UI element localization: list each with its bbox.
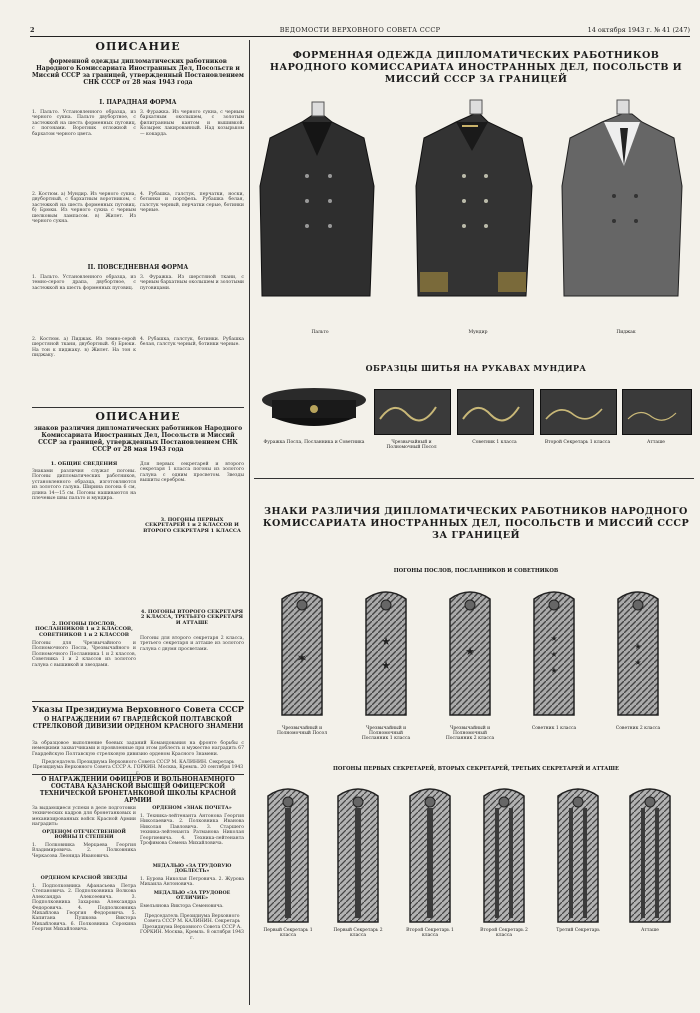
- section-rule-right: [254, 478, 694, 479]
- sleeves-title: ОБРАЗЦЫ ШИТЬЯ НА РУКАВАХ МУНДИРА: [365, 363, 587, 373]
- desc1-text-a1: 1. Пальто. Установленного образца, из черного сукна. Пальто двубортное, с застежкой на шесть форменных пуговиц, с погонами. Воротник отложной с бархатом черного цвета.: [32, 110, 136, 137]
- row1-title: ПОГОНЫ ПОСЛОВ, ПОСЛАННИКОВ И СОВЕТНИКОВ: [393, 568, 559, 574]
- ukaz2-signature: Председатель Президиума Верховного Совета СССР М. КАЛИНИН. Секретарь Президиума Верховного Совета СССР А. ГОРКИН. Москва, Кремль. 8 октября 1943 г.: [140, 914, 244, 941]
- section-rule: [32, 407, 244, 408]
- ep-label-4: Советник 1 класса: [531, 726, 577, 731]
- ep-label-3: Чрезвычайный и Полномочный Посланник 2 класса: [445, 726, 495, 741]
- jacket-figure: [562, 100, 682, 296]
- sleeve-label-counsellor: Советник 1 класса: [472, 440, 517, 445]
- svg-text:★: ★: [550, 666, 558, 675]
- desc2-body-a: Знаками различия служат погоны. Погоны дипломатических работников, установленного образца, изготовляются из золотого галуна. Ширина погона 6 см, длина 14—15 см. Погоны нашиваются на плечевые швы пальто и мундира.: [32, 469, 136, 502]
- desc1-section-everyday: II. ПОВСЕДНЕВНАЯ ФОРМА: [87, 264, 189, 271]
- order-patriotic-war: ОРДЕНОМ ОТЕЧЕСТВЕННОЙ ВОЙНЫ II СТЕПЕНИ: [42, 829, 126, 841]
- sleeve-embroidery: [374, 389, 690, 433]
- desc1-text-a3: 1. Пальто. Установленного образца, из темно-серого драпа, двубортное, с застежкой на шесть форменных пуговиц.: [32, 275, 136, 291]
- page-number: 2: [30, 26, 35, 34]
- sleeve-label-ambassador: Чрезвычайный и Полномочный Посол: [386, 440, 437, 450]
- medal-labor-distinction-list: Емельянова Виктора Семеновича.: [140, 904, 224, 909]
- ep-label-2: Чрезвычайный и Полномочный Посланник 1 класса: [361, 726, 411, 741]
- ukaz2-body: За выдающиеся успехи в деле подготовки технических кадров для бронетанковых и механизированных войск Красной Армии наградить:: [32, 806, 136, 828]
- desc2-s3: 3. ПОГОНЫ ПЕРВЫХ СЕКРЕТАРЕЙ 1 и 2 КЛАССОВ И ВТОРОГО СЕКРЕТАРЯ 1 КЛАССА: [143, 517, 241, 534]
- svg-text:✶: ✶: [296, 651, 308, 667]
- desc1-text-a2: 2. Костюм. а) Мундир. Из черного сукна, двубортный, с бархатным воротником, с застежкой на шесть форменных пуговиц. б) Брюки. Из черного сукна с черным шелковым лампасом. в) Жилет. Из черного сукна.: [32, 192, 136, 225]
- medal-labor-valor: МЕДАЛЬЮ «ЗА ТРУДОВУЮ ДОБЛЕСТЬ»: [152, 863, 232, 875]
- medal-labor-distinction: МЕДАЛЬЮ «ЗА ТРУДОВОЕ ОТЛИЧИЕ»: [153, 890, 231, 902]
- ukaz1-body: За образцовое выполнение боевых заданий Командования на фронте борьбы с немецкими захватчиками и проявленные при этом доблесть и мужество наградить 67 Гвардейскую Полтавскую стрелковую дивизию орденом Красного Знамени.: [32, 741, 244, 757]
- desc1-heading: ОПИСАНИЕ: [95, 40, 181, 53]
- insignia-title: ЗНАКИ РАЗЛИЧИЯ ДИПЛОМАТИЧЕСКИХ РАБОТНИКОВ НАРОДНОГО КОМИССАРИАТА ИНОСТРАННЫХ ДЕЛ, ПОСОЛЬСТВ И МИССИЙ СССР ЗА ГРАНИЦЕЙ: [262, 506, 690, 541]
- ep2-label-2: Первый Секретарь 2 класса: [333, 928, 383, 938]
- svg-text:★: ★: [381, 659, 391, 672]
- medal-labor-valor-list: 1. Бурова Николая Петровича. 2. Журова Михаила Антоновича.: [140, 877, 244, 888]
- mundir-figure: [416, 100, 532, 296]
- desc2-body-c: Для первых секретарей и второго секретаря 1 класса погоны из золотого галуна с одним просветом. Звезды вышиты серебром.: [140, 462, 244, 484]
- desc1-text-b1: 3. Фуражка. Из черного сукна, с черным бархатным околышем, с золотым филигранным кантом и вышивкой. Козырек лакированный. Над козырьком — кокарда.: [140, 110, 244, 137]
- coat-label-jacket: Пиджак: [616, 330, 636, 335]
- svg-text:★: ★: [634, 642, 642, 651]
- desc1-heading-block: [32, 40, 244, 58]
- coat-label-overcoat: Пальто: [311, 330, 329, 335]
- epaulette-second-secretary-1: [410, 789, 450, 922]
- desc1-text-a4: 2. Костюм. а) Пиджак. Из темно-серой шерстяной ткани, двубортный. б) Брюки. На тон к пиджаку. в) Жилет. На тон к пиджаку.: [32, 337, 136, 359]
- desc1-text-b2: 4. Рубашка, галстук, перчатки, носки, ботинки и портфель. Рубашка белая, галстук черный, перчатки серые, ботинки черные.: [140, 192, 244, 214]
- desc2-s2: 2. ПОГОНЫ ПОСЛОВ, ПОСЛАННИКОВ 1 и 2 КЛАССОВ, СОВЕТНИКОВ 1 и 2 КЛАССОВ: [35, 621, 133, 638]
- ukaz2-title: О НАГРАЖДЕНИИ ОФИЦЕРОВ И ВОЛЬНОНАЕМНОГО СОСТАВА КАЗАНСКОЙ ВЫСШЕЙ ОФИЦЕРСКОЙ ТЕХНИЧЕСКОЙ БРОНЕТАНКОВОЙ ШКОЛЫ КРАСНОЙ АРМИИ: [39, 776, 237, 804]
- svg-text:★: ★: [634, 658, 642, 667]
- uniforms-title: ФОРМЕННАЯ ОДЕЖДА ДИПЛОМАТИЧЕСКИХ РАБОТНИКОВ НАРОДНОГО КОМИССАРИАТА ИНОСТРАННЫХ ДЕЛ, ПОСОЛЬСТВ И МИССИЙ СССР ЗА ГРАНИЦЕЙ: [269, 50, 683, 85]
- order-red-star-list: 1. Подполковника Афанасьева Петра Степановича. 2. Подполковника Волкова Александра Алексеевича. 3. Подполковника Захарова Александра Федоровича. 4. Подполковника Михайлова Георгия Федоровича. 5. Капитана Пушкова Виктора Михайловича. 6. Полковника Сорокина Георгия Михайловича.: [32, 884, 136, 933]
- issue-date: 14 октября 1943 г. № 41 (247): [587, 26, 690, 34]
- desc2-body-b: Погоны для Чрезвычайного и Полномочного Посла, Чрезвычайного и Полномочного Посланника 1 и 2 классов, Советника 1 и 2 классов из золотого галуна с вышивкой и звездами.: [32, 641, 136, 668]
- ep2-label-6: Атташе: [641, 928, 659, 933]
- epaulette-attache: [630, 789, 670, 922]
- desc2-subtitle: знаков различия дипломатических работников Народного Комиссариата Иностранных Дел, Посольств и Миссий СССР за границей, утвержденных Постановлением СНК СССР от 28 мая 1943 года: [33, 425, 243, 453]
- newspaper-title: ВЕДОМОСТИ ВЕРХОВНОГО СОВЕТА СССР: [279, 26, 441, 34]
- desc2-heading: ОПИСАНИЕ: [95, 410, 181, 423]
- epaulette-envoy-1: [366, 592, 406, 715]
- desc1-text-b3: 3. Фуражка. Из шерстяной ткани, с черным бархатным околышем и золотыми пуговицами.: [140, 275, 244, 291]
- ukaz1-title: О НАГРАЖДЕНИИ 67 ГВАРДЕЙСКОЙ ПОЛТАВСКОЙ СТРЕЛКОВОЙ ДИВИЗИИ ОРДЕНОМ КРАСНОГО ЗНАМЕНИ: [32, 716, 244, 730]
- masthead: [30, 26, 690, 37]
- ep2-label-4: Второй Секретарь 2 класса: [480, 928, 528, 938]
- epaulette-counsellor-2: [618, 592, 658, 715]
- order-badge-honor: ОРДЕНОМ «ЗНАК ПОЧЕТА»: [152, 805, 232, 811]
- ep-label-5: Советник 2 класса: [615, 726, 661, 731]
- svg-text:★: ★: [381, 635, 391, 648]
- cap-illustration: [258, 386, 370, 436]
- desc2-s1: 1. ОБЩИЕ СВЕДЕНИЯ: [50, 461, 118, 467]
- epaulette-first-secretary-2: [338, 789, 378, 922]
- ukaz1-signature: Председатель Президиума Верховного Совета СССР М. КАЛИНИН. Секретарь Президиума Верховного Совета СССР А. ГОРКИН. Москва, Кремль. 20 сентября 1943: [32, 760, 244, 771]
- ep2-label-3: Второй Секретарь 1 класса: [406, 928, 454, 938]
- epaulette-ambassador: [282, 592, 322, 715]
- epaulette-second-secretary-2: [484, 789, 524, 922]
- row2-title: ПОГОНЫ ПЕРВЫХ СЕКРЕТАРЕЙ, ВТОРЫХ СЕКРЕТАРЕЙ, ТРЕТЬИХ СЕКРЕТАРЕЙ И АТТАШЕ: [333, 766, 619, 772]
- desc1-text-b4: 4. Рубашка, галстук, ботинки. Рубашка белая, галстук черный, ботинки черные.: [140, 337, 244, 348]
- svg-text:★: ★: [550, 650, 558, 659]
- overcoat-figure: [260, 102, 374, 296]
- epaulette-counsellor-1: [534, 592, 574, 715]
- sleeve-label-second-secretary: Второй Секретарь 1 класса: [544, 440, 611, 445]
- svg-text:★: ★: [465, 645, 475, 658]
- desc1-subtitle: форменной одежды дипломатических работников Народного Комиссариата Иностранных Дел, Посольств и Миссий СССР за границей, утвержденный Постановлением СНК СССР от 28 мая 1943 года: [32, 58, 244, 86]
- sleeve-label-cap: Фуражка Посла, Посланника и Советника: [263, 440, 365, 445]
- epaulettes-row-1: [270, 585, 690, 725]
- order-badge-honor-list: 1. Техника-лейтенанта Антонова Георгия Николаевича. 2. Полковника Иванова Николая Павловича. 3. Старшего техника-лейтенанта Ратманова Николая Георгиевича. 4. Техника-лейтенанта Трофимова Семена Михайловича.: [140, 814, 244, 847]
- column-divider: [249, 40, 250, 1005]
- order-patriotic-war-list: 1. Полковника Мерцаева Георгия Владимировича. 2. Полковника Черкасова Леонида Ивановича.: [32, 843, 136, 859]
- desc1-section-parade: I. ПАРАДНАЯ ФОРМА: [99, 99, 177, 106]
- epaulette-third-secretary: [558, 789, 598, 922]
- ukazy-heading: Указы Президиума Верховного Совета СССР: [32, 704, 244, 714]
- ukaz-rule: [32, 774, 244, 775]
- section-rule-2: [32, 701, 244, 702]
- epaulette-envoy-2: [450, 592, 490, 715]
- epaulettes-row-2: [262, 782, 690, 927]
- coat-label-mundir: Мундир: [468, 330, 488, 335]
- ep2-label-1: Первый Секретарь 1 класса: [263, 928, 313, 938]
- desc2-s4: 4. ПОГОНЫ ВТОРОГО СЕКРЕТАРЯ 2 КЛАССА, ТРЕТЬЕГО СЕКРЕТАРЯ И АТТАШЕ: [140, 609, 244, 626]
- ep2-label-5: Третий Секретарь: [556, 928, 600, 933]
- order-red-star: ОРДЕНОМ КРАСНОЙ ЗВЕЗДЫ: [40, 875, 128, 881]
- desc2-body-d: Погоны для второго секретаря 2 класса, третьего секретаря и атташе из золотого галуна с двумя просветами.: [140, 636, 244, 652]
- ep-label-1: Чрезвычайный и Полномочный Посол: [276, 726, 328, 736]
- uniforms-illustration: [252, 96, 692, 341]
- sleeve-label-attache: Атташе: [647, 440, 665, 445]
- svg-text:★: ★: [550, 634, 558, 643]
- epaulette-first-secretary-1: [268, 789, 308, 922]
